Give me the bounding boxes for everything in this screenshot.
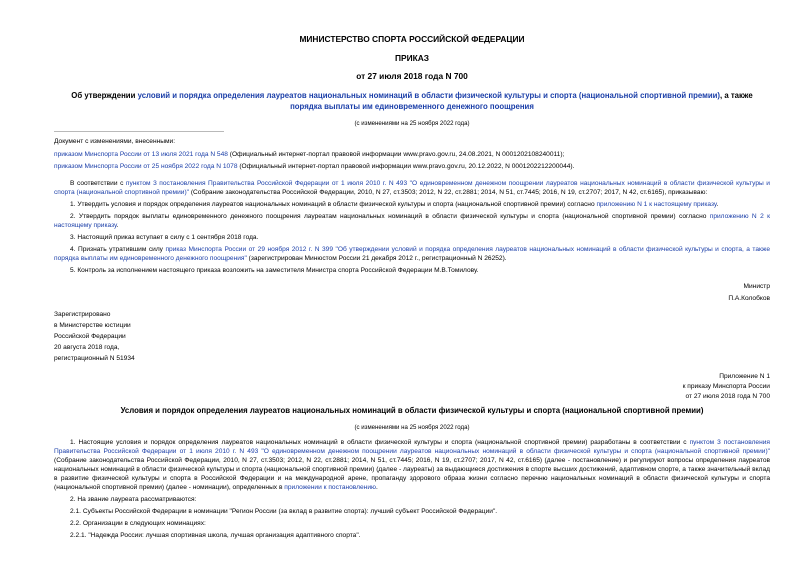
registration-line: в Министерстве юстиции (54, 322, 131, 329)
amendments-block (54, 137, 770, 171)
paragraph-1 (54, 200, 770, 209)
amendment-link[interactable]: приказом Минспорта России от 13 июля 2021 года N 548 (54, 151, 228, 158)
text: . (375, 484, 378, 491)
appendix-title: Условия и порядок определения лауреатов национальных номинаций в области физической культуры и спорта (национальной спортивной премии) (120, 406, 704, 415)
appendix-body (54, 438, 770, 540)
title-link-conditions[interactable]: условий и порядка определения лауреатов национальных номинаций в области физической культуры и спорта (национальной спортивной премии) (137, 91, 721, 100)
decree-appendix-link[interactable]: приложении к постановлению (284, 484, 376, 491)
decree-link[interactable]: пунктом 3 постановления Правительства Российской Федерации от 1 июля 2010 г. N 493 "О единовременном денежном поощрении лауреатов национальных номинаций в области физической культуры и спорта (национальной спортивной премии)" (54, 439, 770, 455)
title-changes-note: (с изменениями на 25 ноября 2022 года) (354, 120, 470, 127)
appendix-1-link[interactable]: приложению N 1 к настоящему приказу (596, 201, 717, 208)
text: 1. Настоящие условия и порядок определения лауреатов национальных номинаций в области физической культуры и спорта (национальной спортивной премии) разработаны в соответствии с (70, 439, 690, 446)
text: 1. Утвердить условия и порядок определения лауреатов национальных номинаций в области физической культуры и спорта (национальной спортивной премии) согласно (70, 201, 597, 208)
appendix-paragraph-2-1: 2.1. Субъекты Российской Федерации в номинации "Регион России (за вклад в развитие спорта): лучший субъект Российской Федерации". (70, 508, 498, 515)
amendment-item (54, 162, 770, 171)
text: 4. Признать утратившим силу (70, 246, 166, 253)
order-body (54, 179, 770, 275)
text: В соответствии с (70, 180, 126, 187)
intro-paragraph (54, 179, 770, 197)
registration-line: Российской Федерации (54, 333, 126, 340)
appendix-date: от 27 июля 2018 года N 700 (685, 393, 770, 400)
registration-line: регистрационный N 51934 (54, 355, 135, 362)
title-link-payment-order[interactable]: порядка выплаты им единовременного денежного поощрения (290, 102, 534, 111)
signature-name: П.А.Колобков (728, 295, 770, 302)
appendix-paragraph-1 (54, 438, 770, 492)
repealed-order-link[interactable]: приказ Минспорта России от 29 ноября 2012 г. N 399 "Об утверждении условий и порядка определения лауреатов национальных номинаций в области физической культуры и спорта, а также порядка выплаты им единовременного денежного поощрения" (54, 246, 770, 262)
text: 2. Утвердить порядок выплаты единовременного денежного поощрения лауреатам национальных номинаций в области физической культуры и спорта (национальной спортивной премии) согласно (70, 213, 710, 220)
divider (54, 131, 224, 132)
document-page (54, 34, 770, 540)
appendix-header (54, 372, 770, 402)
appendix-to: к приказу Минспорта России (682, 383, 770, 390)
paragraph-3: 3. Настоящий приказ вступает в силу с 1 сентября 2018 года. (70, 234, 259, 241)
text: (зарегистрирован Минюстом России 21 декабря 2012 г., регистрационный N 26252). (246, 255, 507, 262)
title-prefix: Об утверждении (71, 91, 138, 100)
amendment-item (54, 150, 770, 159)
paragraph-2 (54, 212, 770, 230)
registration-line: Зарегистрировано (54, 311, 111, 318)
appendix-label: Приложение N 1 (719, 373, 770, 380)
text: . (716, 201, 719, 208)
registration-block (54, 309, 770, 364)
ministry-heading: МИНИСТЕРСТВО СПОРТА РОССИЙСКОЙ ФЕДЕРАЦИИ (299, 34, 525, 44)
amendments-intro: Документ с изменениями, внесенными: (54, 138, 176, 145)
text: (Собрание законодательства Российской Федерации, 2010, N 27, ст.3503; 2012, N 22, ст.2881; 2014, N 51, ст.7445; 2016, N 19, ст.2707; 2017, N 42, ст.6165), приказываю: (188, 189, 708, 196)
signature-position: Министр (743, 283, 770, 290)
text: . (116, 222, 119, 229)
paragraph-4 (54, 245, 770, 263)
registration-line: 20 августа 2018 года, (54, 344, 120, 351)
doc-type-heading: ПРИКАЗ (394, 53, 430, 63)
signature-block (54, 282, 770, 303)
amendment-text: (Официальный интернет-портал правовой информации www.pravo.gov.ru, 20.12.2022, N 0001202212200044). (237, 163, 575, 170)
appendix-paragraph-2-2-1: 2.2.1. "Надежда России: лучшая спортивная школа, лучшая организация адаптивного спорта". (70, 532, 361, 539)
appendix-paragraph-2-2: 2.2. Организации в следующих номинациях: (70, 520, 206, 527)
amendment-link[interactable]: приказом Минспорта России от 25 ноября 2022 года N 1078 (54, 163, 238, 170)
appendix-paragraph-2: 2. На звание лауреата рассматриваются: (70, 496, 197, 503)
title-middle: , а также (720, 91, 753, 100)
appendix-2-link[interactable]: приложению N 2 к настоящему приказу (54, 213, 771, 229)
paragraph-5: 5. Контроль за исполнением настоящего приказа возложить на заместителя Министра спорта Российской Федерации М.В.Томилову. (70, 267, 479, 274)
appendix-changes-note: (с изменениями на 25 ноября 2022 года) (354, 424, 470, 431)
decree-link[interactable]: пунктом 3 постановления Правительства Российской Федерации от 1 июля 2010 г. N 493 "О единовременном денежном поощрении лауреатов национальных номинаций в области физической культуры и спорта (национальной спортивной премии)" (54, 180, 770, 196)
text: (Собрание законодательства Российской Федерации, 2010, N 27, ст.3503; 2012, N 22, ст.2881; 2014, N 51, ст.7445; 2016, N 19, ст.2707; 2017, N 42, ст.6165) (далее - постановление) и регулируют вопросы определения лауреатов национальных номинаций в области физической культуры и спорта (национальной спортивной премии) (далее - лауреаты) за выдающиеся достижения в спорте высших достижений, адаптивном спорте, а также значительный вклад в развитие физической культуры и спорта в Российской Федерации и на международной арене, пропаганду здорового образа жизни согласно перечню национальных номинаций в области физической культуры и спорта (национальной спортивной премии) (далее - номинации), определенных в (54, 457, 770, 491)
amendment-text: (Официальный интернет-портал правовой информации www.pravo.gov.ru, 24.08.2021, N 0001202108240011); (227, 151, 565, 158)
doc-date-heading: от 27 июля 2018 года N 700 (356, 71, 468, 81)
document-title (54, 90, 770, 112)
